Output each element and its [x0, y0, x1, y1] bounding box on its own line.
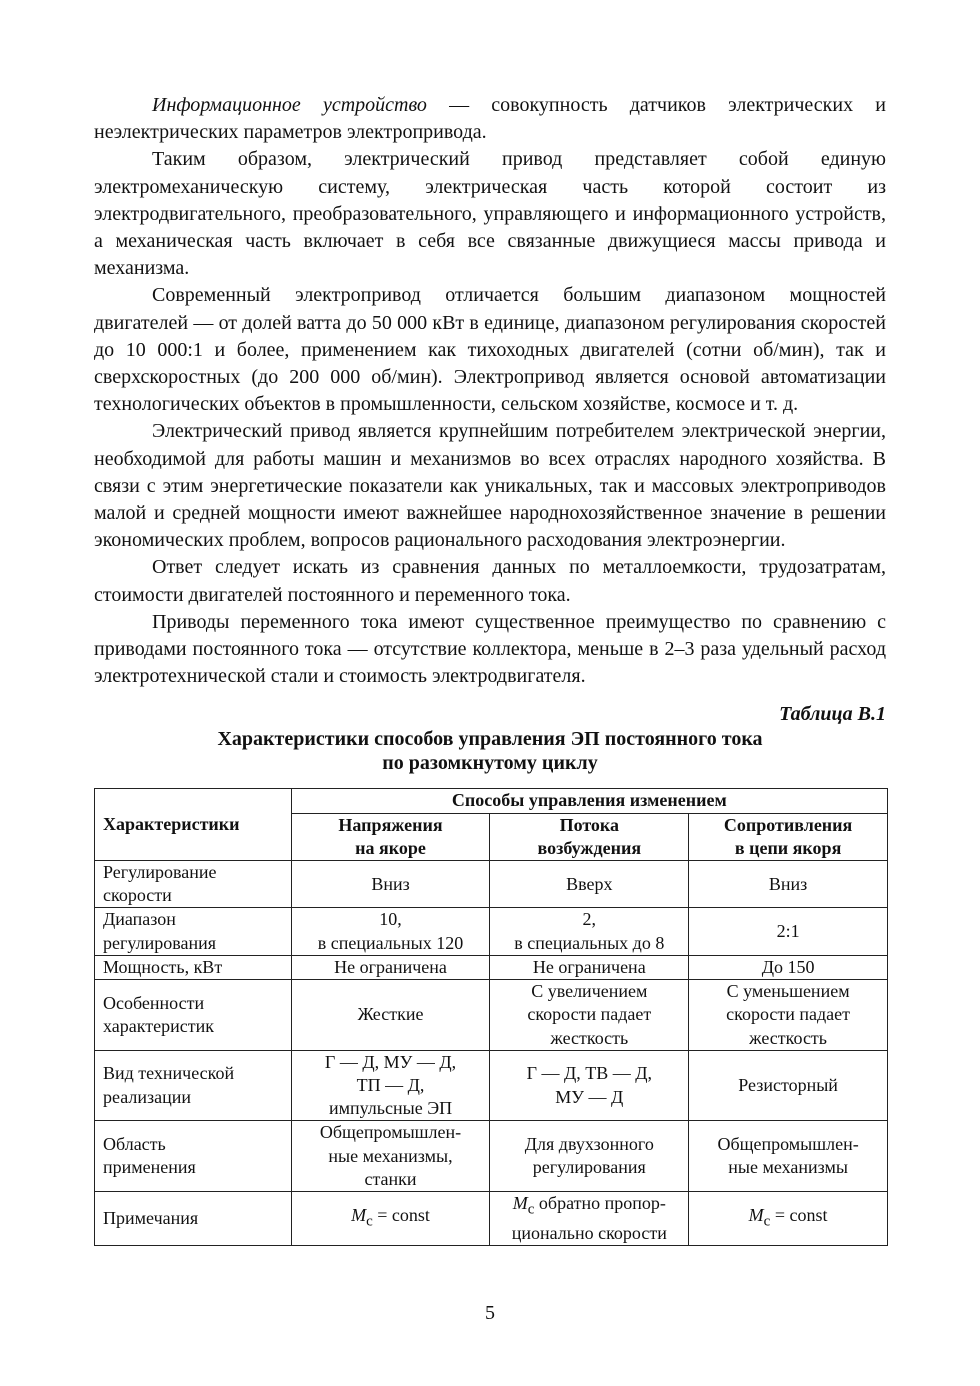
page-number: 5: [485, 1302, 495, 1324]
cell-resistance: До 150: [689, 955, 888, 979]
torque-symbol: M: [512, 1192, 528, 1213]
table-title-line-2: по разомкнутому циклу: [382, 752, 598, 775]
inverse-speed-text: обратно пропор- ционально скорости: [511, 1192, 667, 1243]
table-row-notes: [95, 1191, 888, 1245]
paragraph-information-device: [94, 92, 886, 146]
paragraph-3: Современный электропривод отличается большим диапазоном мощностей двигателей — от долей ватта до 50 000 кВт в единице, диапазоном регулирования скоростей до 10 000:1 и более, применением как тихоходных двигателей (сотни об/мин), так и сверхскоростных (до 200 000 об/мин). Электропривод является основой автоматизации технологических объектов в промышленности, сельском хозяйстве, космосе и т. д.: [94, 284, 886, 416]
header-armature-resistance: Сопротивления в цепи якоря: [689, 813, 888, 860]
cell-voltage: Вниз: [291, 861, 490, 908]
table-row: [95, 955, 888, 979]
cell-flux: Вверх: [490, 861, 689, 908]
header-armature-voltage: Напряжения на якоре: [291, 813, 490, 860]
cell-resistance: 2:1: [689, 908, 888, 955]
cell-resistance: Резисторный: [689, 1050, 888, 1121]
cell-resistance: С уменьшением скорости падает жесткость: [689, 980, 888, 1051]
term-information-device: Информационное устройство: [152, 94, 427, 116]
cell-resistance: Общепромышлен- ные механизмы: [689, 1121, 888, 1192]
table-header-row-1: [95, 789, 888, 813]
torque-subscript: c: [366, 1213, 373, 1230]
paragraph-1-text: — совокупность датчиков электрических и неэлектрических параметров электропривода.: [94, 94, 886, 144]
cell-flux: Для двухзонного регулирования: [490, 1121, 689, 1192]
cell-flux: Не ограничена: [490, 955, 689, 979]
cell-voltage: Общепромышлен- ные механизмы, станки: [291, 1121, 490, 1192]
row-label: Вид технической реализации: [95, 1050, 292, 1121]
paragraph-2: Таким образом, электрический привод представляет собой единую электромеханическую систему, электрическая часть которой состоит из электродвигательного, преобразовательного, управляющего и информационного устройств, а механическая часть включает в себя все связанные движущиеся массы привода и механизма.: [94, 148, 886, 280]
header-control-methods: Способы управления изменением: [291, 789, 887, 813]
paragraph-5: Ответ следует искать из сравнения данных по металлоемкости, трудозатратам, стоимости двигателей постоянного и переменного тока.: [94, 556, 886, 606]
row-label: Примечания: [95, 1191, 292, 1245]
cell-flux: Г — Д, ТВ — Д, МУ — Д: [490, 1050, 689, 1121]
table-label: Таблица В.1: [779, 703, 886, 726]
cell-voltage: [291, 1191, 490, 1245]
header-characteristics: Характеристики: [95, 789, 292, 861]
cell-voltage: 10, в специальных 120: [291, 908, 490, 955]
cell-flux: 2, в специальных до 8: [490, 908, 689, 955]
cell-resistance: [689, 1191, 888, 1245]
characteristics-table: [94, 788, 888, 1245]
torque-symbol: M: [748, 1204, 764, 1225]
cell-flux: [490, 1191, 689, 1245]
torque-symbol: M: [351, 1204, 367, 1225]
cell-flux: С увеличением скорости падает жесткость: [490, 980, 689, 1051]
row-label: Регулирование скорости: [95, 861, 292, 908]
cell-voltage: Г — Д, МУ — Д, ТП — Д, импульсные ЭП: [291, 1050, 490, 1121]
torque-subscript: c: [763, 1213, 771, 1230]
row-label: Диапазон регулирования: [95, 908, 292, 955]
row-label: Особенности характеристик: [95, 980, 292, 1051]
table-row: [95, 908, 888, 955]
paragraph-6: Приводы переменного тока имеют существенное преимущество по сравнению с приводами постоянного тока — отсутствие коллектора, меньше в 2–3 раза удельный расход электротехнической стали и стоимость электродвигателя.: [94, 610, 886, 688]
table-title-line-1: Характеристики способов управления ЭП постоянного тока: [217, 728, 763, 751]
cell-voltage: Не ограничена: [291, 955, 490, 979]
row-label: Область применения: [95, 1121, 292, 1192]
header-excitation-flux: Потока возбуждения: [490, 813, 689, 860]
cell-voltage: Жесткие: [291, 980, 490, 1051]
row-label: Мощность, кВт: [95, 955, 292, 979]
paragraph-4: Электрический привод является крупнейшим потребителем электрической энергии, необходимой для работы машин и механизмов во всех отраслях народного хозяйства. В связи с этим энергетические показатели как уникальных, так и массовых электроприводов малой и средней мощности имеют важнейшее народнохозяйственное значение в решении экономических проблем, вопросов рационального расходования электроэнергии.: [94, 420, 886, 552]
const-text: = const: [770, 1204, 828, 1225]
cell-resistance: Вниз: [689, 861, 888, 908]
table-row: [95, 861, 888, 908]
table-row: [95, 1121, 888, 1192]
table-row: [95, 1050, 888, 1121]
torque-subscript: c: [527, 1201, 535, 1218]
page-content: [94, 92, 886, 1246]
table-title: [94, 727, 886, 775]
const-text: = const: [372, 1204, 430, 1225]
table-row: [95, 980, 888, 1051]
